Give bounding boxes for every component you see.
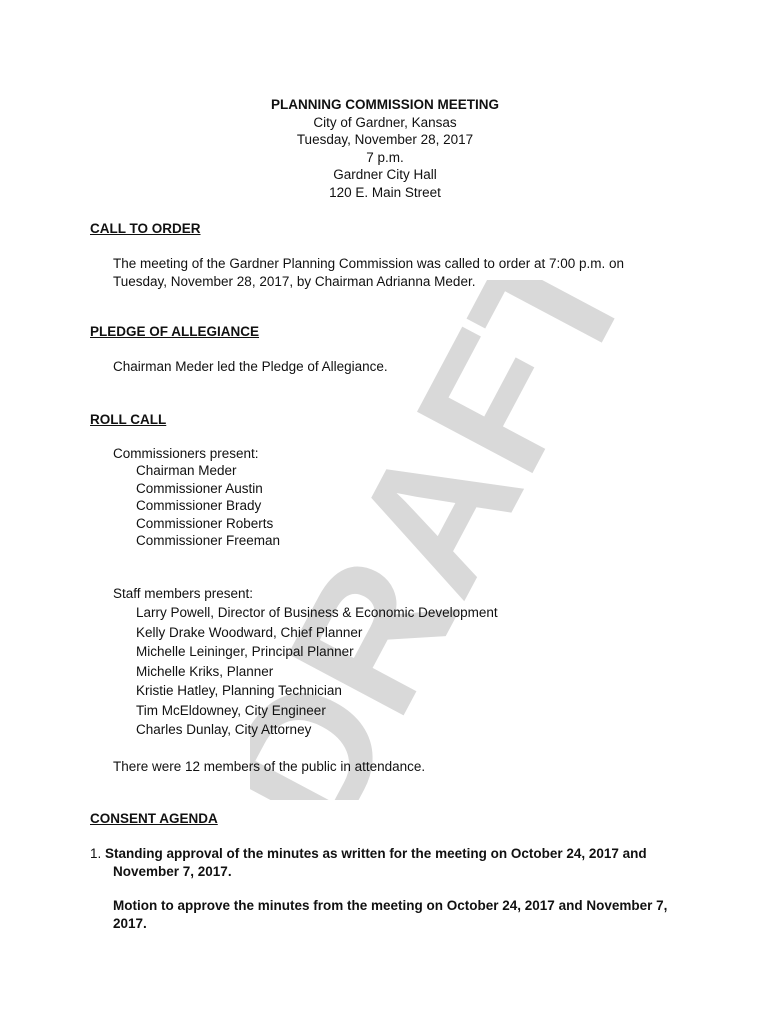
list-item: Commissioner Freeman [136,533,281,548]
list-item: Tim McEldowney, City Engineer [136,702,326,718]
staff-list [136,603,498,740]
consent-agenda-heading: CONSENT AGENDA [90,811,218,826]
list-item: Chairman Meder [136,463,237,478]
meeting-title: PLANNING COMMISSION MEETING [270,97,499,112]
meeting-time: 7 p.m. [366,149,404,165]
meeting-city: City of Gardner, Kansas [313,114,457,130]
motion-text: Motion to approve the minutes from the meeting on October 24, 2017 and November 7, 2017. [113,898,668,931]
commissioners-list [136,462,280,550]
list-item: Kristie Hatley, Planning Technician [136,683,342,698]
list-item: Commissioner Brady [136,498,262,513]
meeting-date: Tuesday, November 28, 2017 [296,132,474,148]
roll-call-heading: ROLL CALL [90,412,167,427]
list-item: Commissioner Roberts [136,515,274,531]
list-item: Charles Dunlay, City Attorney [136,722,312,737]
agenda-item [90,845,680,880]
pledge-text: Chairman Meder led the Pledge of Allegiance. [113,359,388,374]
list-item: Commissioner Austin [136,480,263,496]
list-item: Michelle Kriks, Planner [136,663,274,679]
public-attendance-text: There were 12 members of the public in attendance. [113,759,426,774]
draft-watermark-text: DRAFT [250,280,630,800]
list-item: Michelle Leininger, Principal Planner [136,644,354,659]
call-to-order-heading: CALL TO ORDER [90,221,201,236]
pledge-heading: PLEDGE OF ALLEGIANCE [90,324,260,339]
call-to-order-text: The meeting of the Gardner Planning Commission was called to order at 7:00 p.m. on Tuesday, November 28, 2017, by Chairman Adrianna Meder. [113,256,625,289]
commissioners-present-label: Commissioners present: [113,446,259,461]
list-item: Kelly Drake Woodward, Chief Planner [136,624,363,640]
agenda-item-text-line2: November 7, 2017. [113,863,232,879]
meeting-address: 120 E. Main Street [329,184,441,200]
staff-present-label: Staff members present: [113,586,254,601]
list-item: Larry Powell, Director of Business & Economic Development [136,605,498,620]
meeting-header [0,96,770,202]
agenda-item-number: 1. [90,846,102,861]
agenda-item-text-line1: Standing approval of the minutes as written for the meeting on October 24, 2017 and [105,846,647,861]
meeting-venue: Gardner City Hall [333,167,437,183]
